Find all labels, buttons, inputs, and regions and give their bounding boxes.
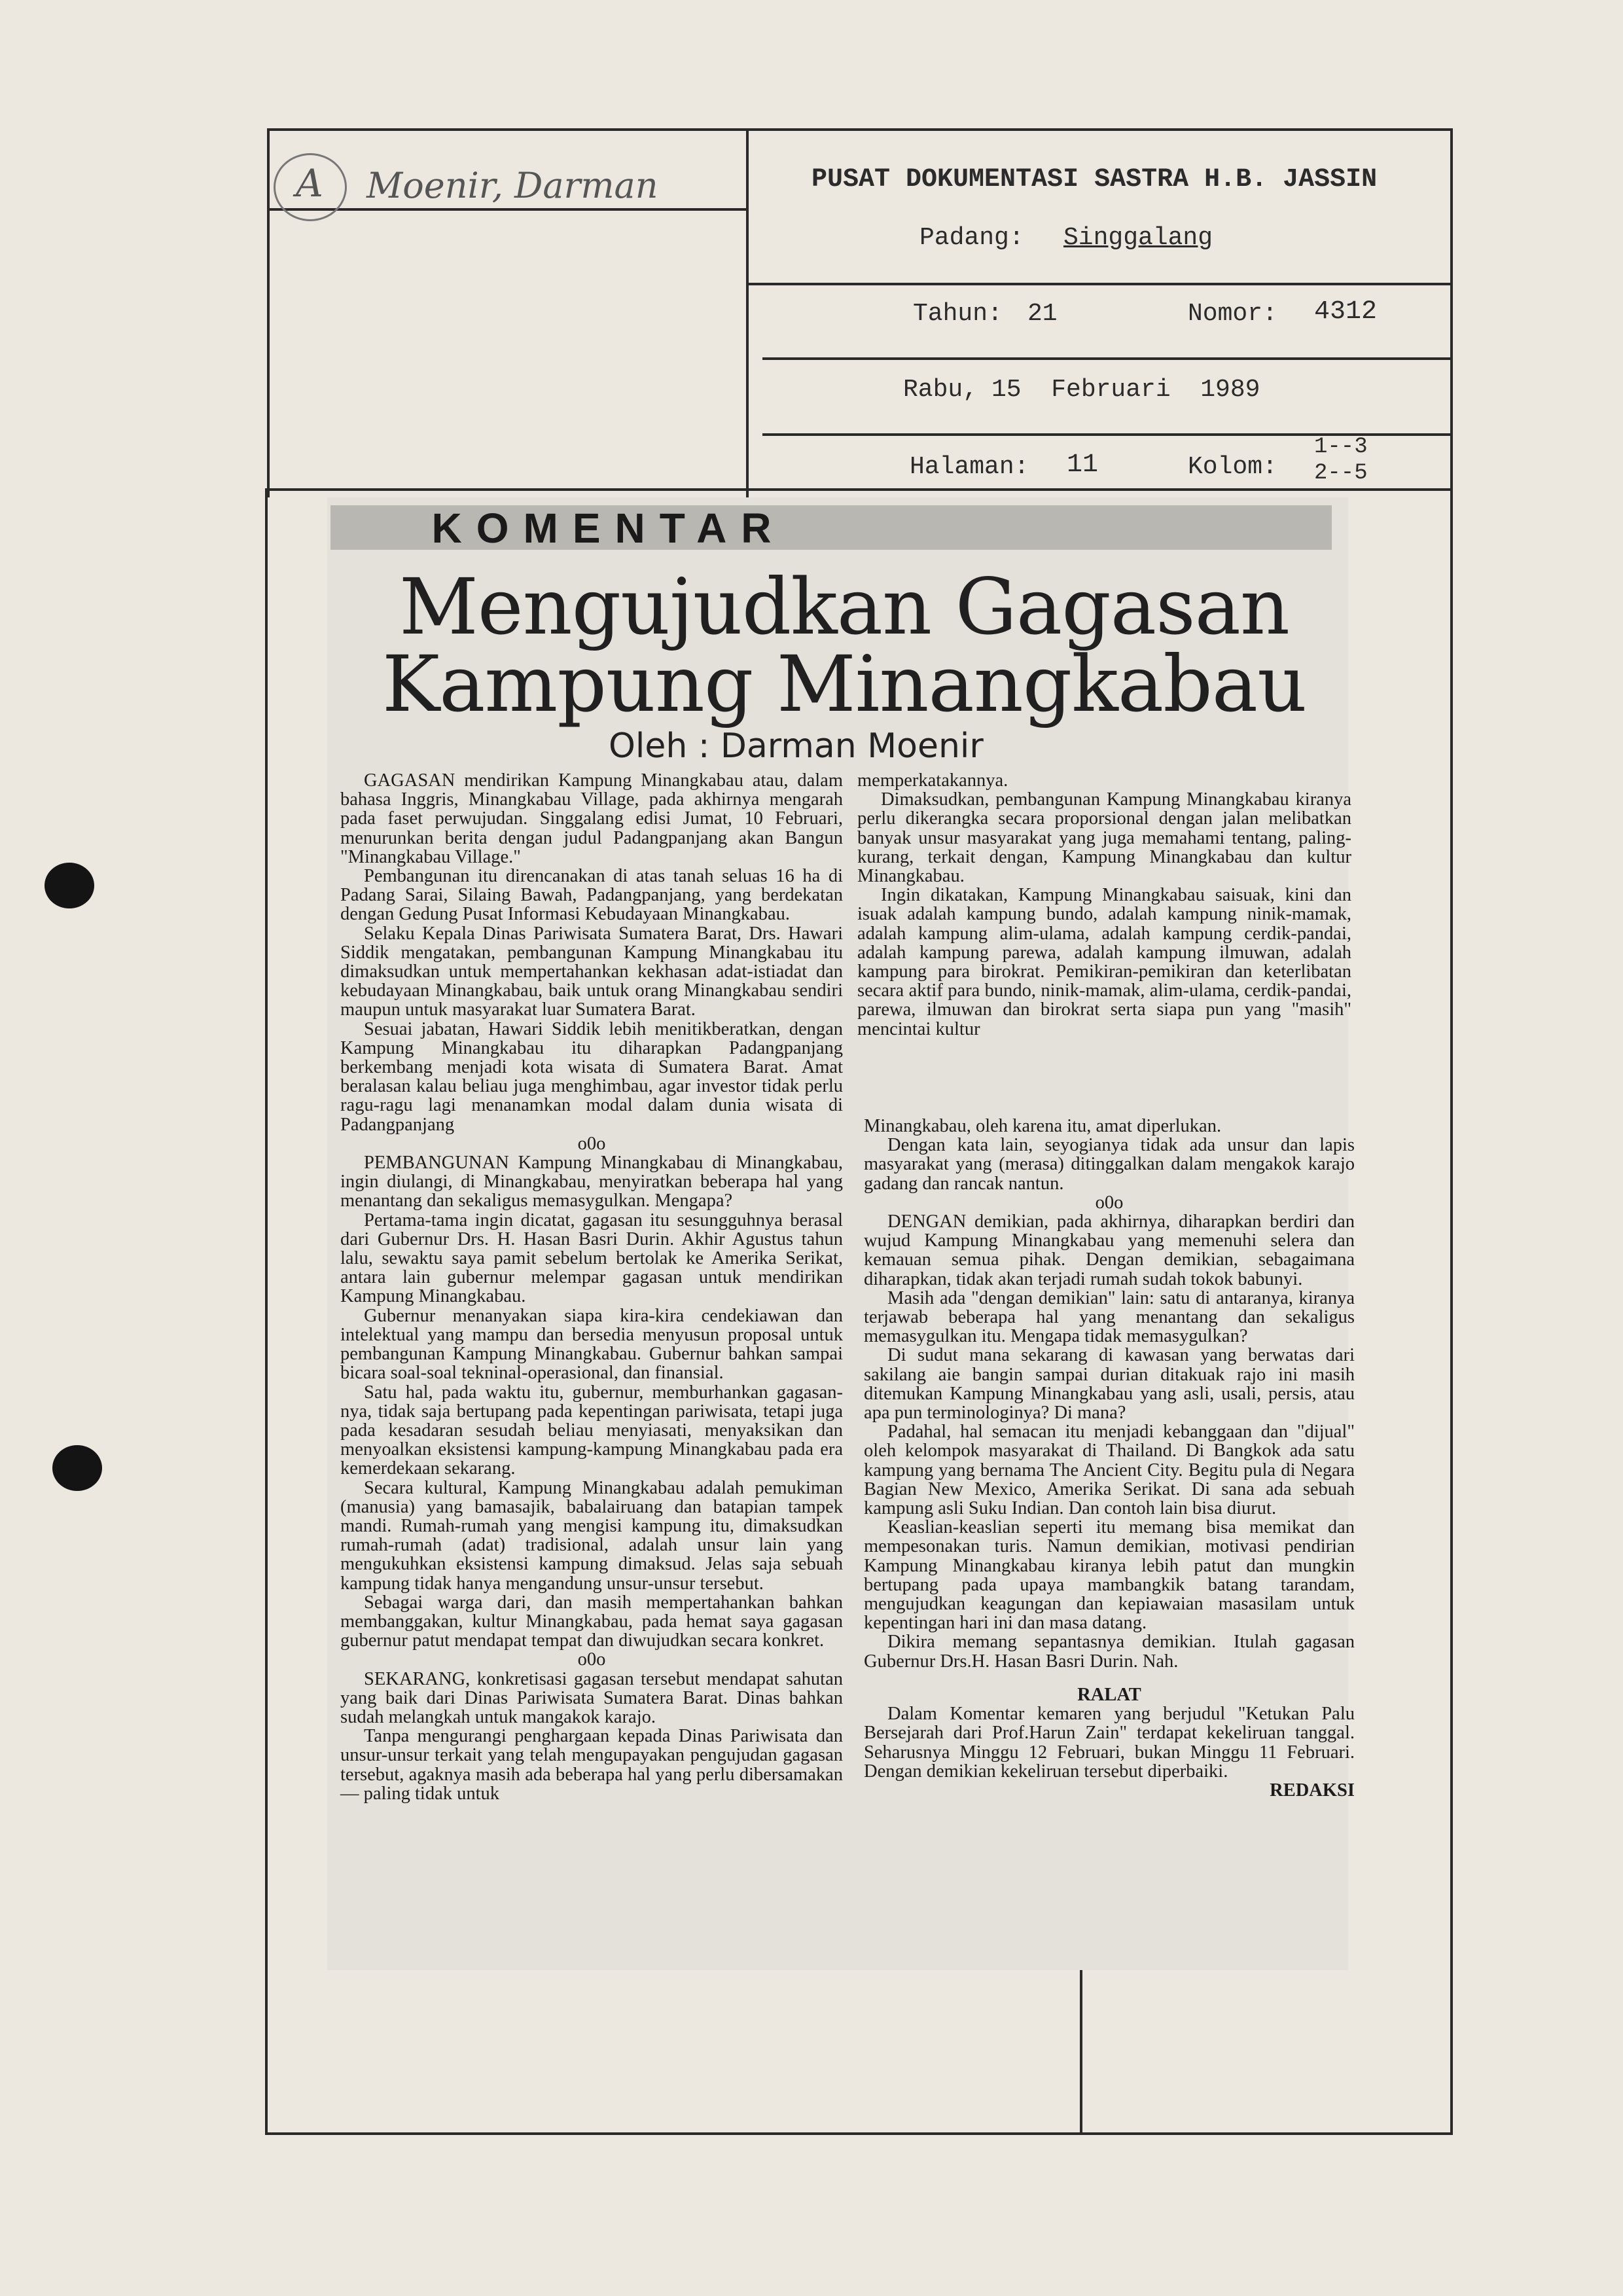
date-value: 15 Februari 1989	[991, 376, 1260, 404]
header-row-line-2	[762, 357, 1453, 360]
paragraph: DENGAN demikian, pada akhirnya, diharapkan berdiri dan wujud Kampung Minangkabau yang memenuhi selera dan kemauan semua pihak. Dengan demikian, sebagaimana diharapkan, tidak akan terjadi rumah sudah tokok babunyi.	[864, 1211, 1355, 1289]
column-value-1: 1--3	[1314, 435, 1368, 459]
paragraph: Dimaksudkan, pembangunan Kampung Minangkabau kiranya perlu dikerangka secara proporsional dengan jalan melibatkan banyak unsur masyarakat yang juga memahami tentang, paling-kurang, terkait dengan, Kampung Minangkabau dan kultur Minangkabau.	[857, 789, 1351, 887]
paragraph: Secara kultural, Kampung Minangkabau adalah pemukiman (manusia) yang bamasajik, babalairuang dan batapian tampek mandi. Rumah-rumah yang mengisi kampung itu, dimaksudkan rumah-rumah (adat) tradisional, adalah unsur lain yang mengukuhkan eksistensi kampung dimaksud. Jelas saja sebuah kampung tidak hanya mengandung unsur-unsur tersebut.	[340, 1477, 843, 1594]
paragraph: GAGASAN mendirikan Kampung Minangkabau atau, dalam bahasa Inggris, Minangkabau Village, pada akhirnya mengarah pada faset perwujudan. Singgalang edisi Jumat, 10 Februari, menurunkan berita dengan judul Padangpanjang akan Bangun "Minangkabau Village."	[340, 770, 843, 867]
headline-line-1: Mengujudkan Gagasan	[399, 562, 1290, 652]
institution-name: PUSAT DOKUMENTASI SASTRA H.B. JASSIN	[812, 165, 1378, 194]
correction-signature: REDAKSI	[1270, 1780, 1355, 1801]
paragraph: Dengan kata lain, seyogianya tidak ada unsur dan lapis masyarakat yang (merasa) ditinggalkan dalam mengakok karajo gadang dan rancak nantun.	[864, 1135, 1355, 1194]
article-left-column	[340, 771, 843, 1803]
paragraph: Dikira memang sepantasnya demikian. Itulah gagasan Gubernur Drs.H. Hasan Basri Durin. Nah.	[864, 1632, 1355, 1672]
section-separator: o0o	[1095, 1192, 1124, 1213]
paragraph: Pembangunan itu direncanakan di atas tanah seluas 16 ha di Padang Sarai, Silaing Bawah, Padangpanjang, yang berdekatan dengan Gedung Pusat Informasi Kebudayaan Minangkabau.	[340, 866, 843, 925]
headline-line-2: Kampung Minangkabau	[382, 639, 1307, 729]
paragraph: Tanpa mengurangi penghargaan kepada Dinas Pariwisata dan unsur-unsur terkait yang telah mengupayakan pengujudan gagasan tersebut, agaknya masih ada beberapa hal yang perlu dibersamakan— paling tidak untuk	[340, 1726, 843, 1804]
paragraph: Sebagai warga dari, dan masih mempertahankan bahkan membanggakan, kultur Minangkabau, pada hemat saya gagasan gubernur patut mendapat tempat dan diwujudkan secara konkret.	[340, 1592, 843, 1651]
frame-bottom-line	[265, 2132, 1453, 2135]
paragraph: Pertama-tama ingin dicatat, gagasan itu sesungguhnya berasal dari Gubernur Drs. H. Hasan Basri Durin. Akhir Agustus tahun lalu, sewaktu saya pamit sebelum bertolak ke Amerika Serikat, antara lain gubernur melempar gagasan untuk mendirikan Kampung Minangkabau.	[340, 1210, 843, 1307]
frame-right-line	[1450, 128, 1453, 2135]
paragraph: memperkatakannya.	[857, 770, 1008, 791]
paragraph: PEMBANGUNAN Kampung Minangkabau di Minangkabau, ingin diulangi, di Minangkabau, menyiratkan beberapa hal yang menantang dan sekaligus memasygulkan. Mengapa?	[340, 1153, 843, 1211]
frame-top-line	[267, 128, 1453, 131]
column-label: Kolom:	[1188, 453, 1277, 481]
frame-inner-column-line	[1080, 1957, 1082, 2134]
handwritten-author: Moenir, Darman	[366, 165, 658, 206]
column-value-2: 2--5	[1314, 461, 1368, 486]
city-label: Padang:	[919, 224, 1024, 252]
year-label: Tahun:	[913, 300, 1003, 328]
paragraph: Masih ada "dengan demikian" lain: satu di antaranya, kiranya terjawab beberapa hal yang menantang dan sekaligus memasygulkan itu. Mengapa tidak memasygulkan?	[864, 1287, 1355, 1347]
paragraph: Padahal, hal semacan itu menjadi kebanggaan dan "dijual" oleh kelompok masyarakat di Thailand. Di Bangkok ada satu kampung yang bernama The Ancient City. Begitu pula di Negara Bagian New Mexico, Amerika Serikat. Di sana ada sebuah kampung asli Suku Indian. Dan contoh lain bisa diurut.	[864, 1422, 1355, 1519]
paragraph: Minangkabau, oleh karena itu, amat diperlukan.	[864, 1116, 1222, 1136]
article-right-column-bottom	[864, 1117, 1355, 1800]
paragraph: Di sudut mana sekarang di kawasan yang berwatas dari sakilang aie bangin sampai durian ditakuak rajo ini masih ditemukan Kampung Minangkabau yang asli, usali, persis, atau apa pun terminologinya? Di mana?	[864, 1345, 1355, 1424]
correction-body: Dalam Komentar kemaren yang berjudul "Ketukan Palu Bersejarah dari Prof.Harun Zain" terdapat kekeliruan tanggal. Seharusnya Minggu 12 Februari, bukan Minggu 11 Februari. Dengan demikian kekeliruan tersebut diperbaiki.	[864, 1704, 1355, 1782]
section-separator: o0o	[577, 1133, 606, 1154]
frame-left-lower	[265, 488, 268, 2135]
frame-left-upper	[267, 128, 270, 497]
paragraph: Sesuai jabatan, Hawari Siddik lebih menitikberatkan, dengan Kampung Minangkabau itu diharapkan Padangpanjang berkembang menjadi kota wisata di Sumatera Barat. Amat beralasan kalau beliau juga menghimbau, agar investor tidak perlu ragu-ragu lagi menanamkan modal dalam dunia wisata di Padangpanjang	[340, 1018, 843, 1135]
section-separator: o0o	[577, 1649, 606, 1670]
page-value: 11	[1067, 450, 1099, 480]
year-value: 21	[1027, 300, 1058, 328]
section-label: KOMENTAR	[431, 505, 786, 552]
paragraph: Gubernur menanyakan siapa kira-kira cendekiawan dan intelektual yang mampu dan bersedia menyusun proposal untuk pembangunan Kampung Minangkabau. Gubernur bahkan sampai bicara soal-soal tekninal-operasional, dan finansial.	[340, 1305, 843, 1384]
header-middle-line	[746, 128, 749, 497]
newspaper-name: Singgalang	[1063, 224, 1213, 252]
correction-title: RALAT	[1077, 1684, 1141, 1705]
header-row-line-1	[746, 283, 1453, 285]
byline: Oleh : Darman Moenir	[609, 726, 984, 766]
clip-top-line	[265, 488, 1453, 491]
page-label: Halaman:	[910, 453, 1029, 481]
paragraph: Ingin dikatakan, Kampung Minangkabau saisuak, kini dan isuak adalah kampung bundo, adalah kampung ninik-mamak, adalah kampung alim-ulama, adalah kampung cerdik-pandai, adalah kampung parewa, adalah kampung ilmuwan, adalah kampung para birokrat. Pemikiran-pemikiran dan keterlibatan secara aktif para bundo, ninik-mamak, alim-ulama, cerdik-pandai, parewa, ilmuwan dan birokrat serta siapa pun yang "masih" mencintai kultur	[857, 885, 1351, 1039]
date-day: Rabu,	[903, 376, 978, 404]
paragraph: Keaslian-keaslian seperti itu memang bisa memikat dan mempesonakan turis. Namun demikian, motivasi pendirian Kampung Minangkabau kiranya lebih patut dan mungkin bertupang pada upaya mambangkik batang tarandam, mengujudkan keagungan dan kepiawaian masasilam untuk kepentingan hari ini dan masa datang.	[864, 1517, 1355, 1634]
article-right-column-top	[857, 771, 1351, 1039]
handwritten-letter: A	[296, 161, 323, 206]
paragraph: SEKARANG, konkretisasi gagasan tersebut mendapat sahutan yang baik dari Dinas Pariwisata Sumatera Barat. Dinas bahkan sudah melangkah untuk mangakok karajo.	[340, 1668, 843, 1727]
paragraph: Selaku Kepala Dinas Pariwisata Sumatera Barat, Drs. Hawari Siddik mengatakan, pembangunan Kampung Minangkabau itu dimaksudkan untuk mempertahankan kekhasan adat-istiadat dan kebudayaan Minangkabau, baik untuk orang Minangkabau sendiri maupun untuk masyarakat luar Sumatera Barat.	[340, 923, 843, 1020]
paragraph: Satu hal, pada waktu itu, gubernur, memburhankan gagasan-nya, tidak saja bertupang pada kepentingan pariwisata, tetapi juga pada kesadaran sesudah beliau menyiasati, menyaksikan dan menyoalkan eksistensi kampung-kampung Minangkabau pada era kemerdekaan sekarang.	[340, 1382, 843, 1479]
punch-hole-top	[45, 863, 94, 908]
punch-hole-bottom	[52, 1445, 102, 1491]
number-label: Nomor:	[1188, 300, 1277, 328]
header-left-divider	[267, 208, 748, 211]
number-value: 4312	[1314, 297, 1378, 327]
